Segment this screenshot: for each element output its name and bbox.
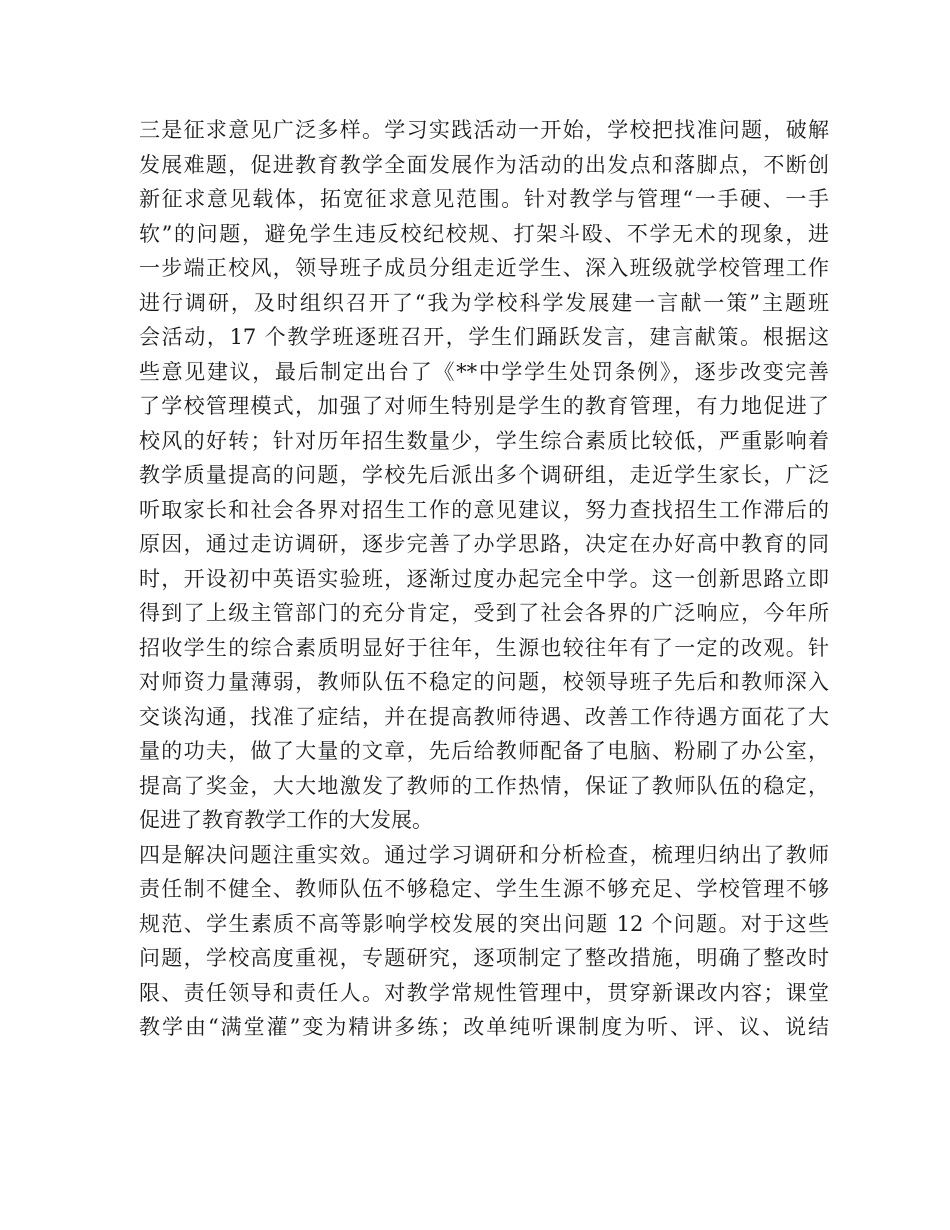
text-line: 发展难题，促进教育教学全面发展作为活动的出发点和落脚点，不断创 (139, 152, 829, 177)
text-line: 会活动，17 个教学班逐班召开，学生们踊跃发言，建言献策。根据这 (139, 325, 829, 349)
text-line: 交谈沟通，找准了症结，并在提高教师待遇、改善工作待遇方面花了大 (139, 704, 829, 729)
text-line: 新征求意见载体，拓宽征求意见范围。针对教学与管理“一手硬、一手 (139, 187, 829, 211)
text-line: 教学质量提高的问题，学校先后派出多个调研组，走近学生家长，广泛 (139, 463, 829, 487)
text-line: 了学校管理模式，加强了对师生特别是学生的教育管理，有力地促进了 (139, 394, 829, 418)
text-line: 软”的问题，避免学生违反校纪校规、打架斗殴、不学无术的现象，进 (139, 221, 829, 246)
text-line: 责任制不健全、教师队伍不够稳定、学生生源不够充足、学校管理不够 (139, 877, 829, 901)
text-line: 教学由“满堂灌”变为精讲多练；改单纯听课制度为听、评、议、说结 (139, 1015, 829, 1039)
text-line: 时，开设初中英语实验班，逐渐过度办起完全中学。这一创新思路立即 (139, 566, 829, 591)
text-line: 对师资力量薄弱，教师队伍不稳定的问题，校领导班子先后和教师深入 (139, 670, 829, 694)
text-line: 四是解决问题注重实效。通过学习调研和分析检查，梳理归纳出了教师 (139, 842, 829, 867)
text-line: 进行调研，及时组织召开了“我为学校科学发展建一言献一策”主题班 (139, 290, 829, 315)
body-text (139, 113, 829, 1045)
text-line: 限、责任领导和责任人。对教学常规性管理中，贯穿新课改内容；课堂 (139, 980, 829, 1005)
text-line: 原因，通过走访调研，逐步完善了办学思路，决定在办好高中教育的同 (139, 532, 829, 556)
text-line: 得到了上级主管部门的充分肯定，受到了社会各界的广泛响应，今年所 (139, 601, 829, 625)
text-line: 问题，学校高度重视，专题研究，逐项制定了整改措施，明确了整改时 (139, 946, 829, 970)
text-line: 校风的好转；针对历年招生数量少，学生综合素质比较低，严重影响着 (139, 428, 829, 453)
text-line: 招收学生的综合素质明显好于往年，生源也较往年有了一定的改观。针 (139, 635, 829, 660)
text-line: 一步端正校风，领导班子成员分组走近学生、深入班级就学校管理工作 (139, 256, 829, 280)
text-line: 听取家长和社会各界对招生工作的意见建议，努力查找招生工作滞后的 (139, 497, 829, 522)
text-line: 些意见建议，最后制定出台了《**中学学生处罚条例》，逐步改变完善 (139, 359, 829, 384)
text-line: 提高了奖金，大大地激发了教师的工作热情，保证了教师队伍的稳定， (139, 773, 829, 798)
text-line: 促进了教育教学工作的大发展。 (139, 808, 433, 832)
text-line: 量的功夫，做了大量的文章，先后给教师配备了电脑、粉刷了办公室， (139, 739, 829, 763)
text-line: 规范、学生素质不高等影响学校发展的突出问题 12 个问题。对于这些 (139, 911, 829, 936)
text-line: 三是征求意见广泛多样。学习实践活动一开始，学校把找准问题，破解 (139, 118, 829, 142)
